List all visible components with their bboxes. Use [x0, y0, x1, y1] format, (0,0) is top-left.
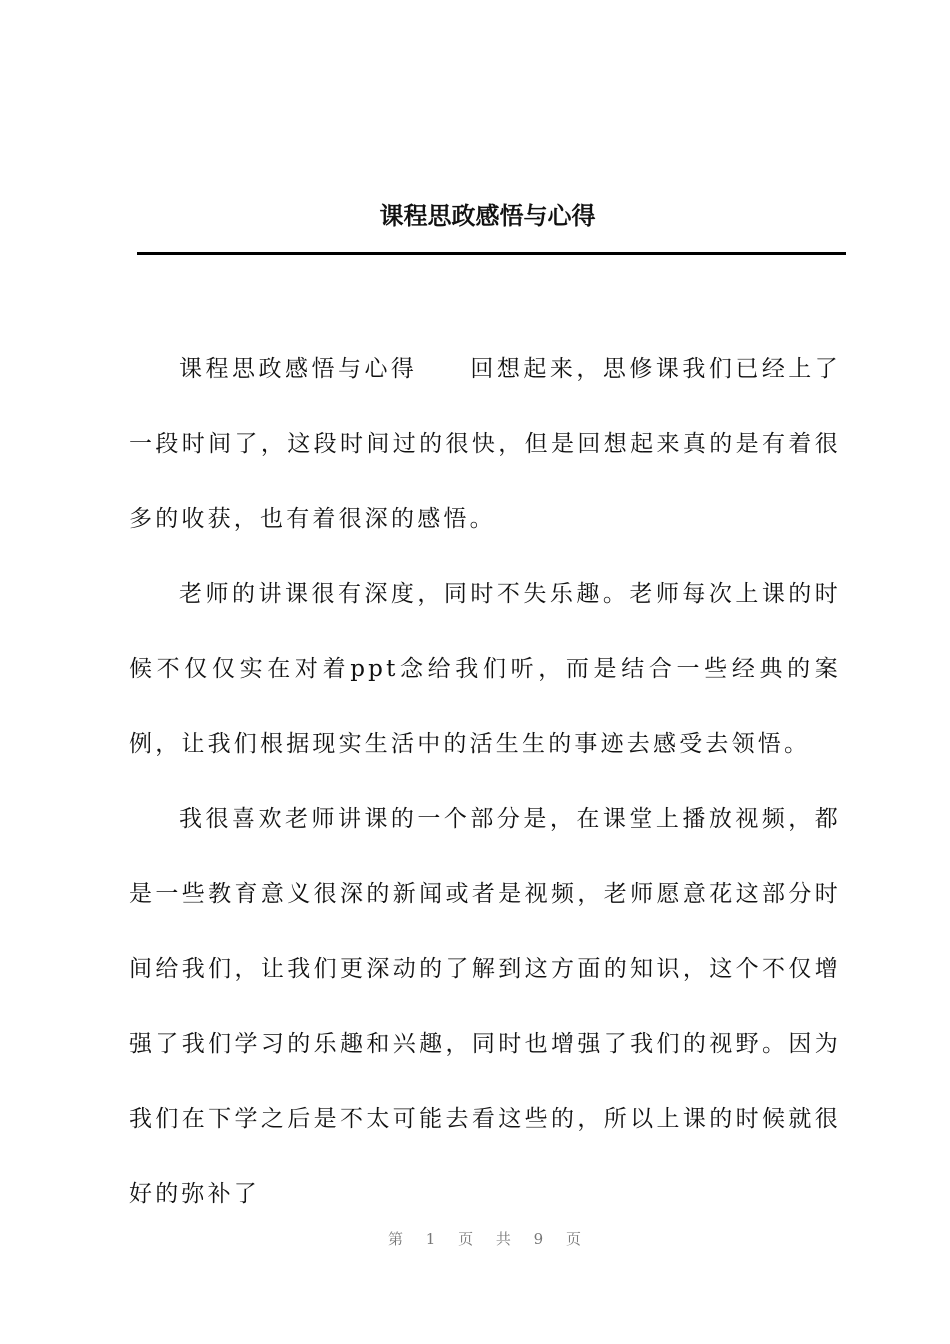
paragraph-1: 课程思政感悟与心得 回想起来，思修课我们已经上了一段时间了，这段时间过的很快，但是回想起来真的是有着很多的收获，也有着很深的感悟。	[129, 356, 841, 532]
page-footer: 第 1 页 共 9 页	[388, 1230, 587, 1248]
title-divider	[137, 252, 846, 255]
paragraph-3: 我很喜欢老师讲课的一个部分是，在课堂上播放视频，都是一些教育意义很深的新闻或者是视频，老师愿意花这部分时间给我们，让我们更深动的了解到这方面的知识，这个不仅增强了我们学习的乐趣和兴趣，同时也增强了我们的视野。因为我们在下学之后是不太可能去看这些的，所以上课的时候就很好的弥补了	[129, 806, 841, 1207]
document-title: 课程思政感悟与心得	[379, 202, 596, 230]
document-body	[129, 332, 841, 1232]
paragraph-2: 老师的讲课很有深度，同时不失乐趣。老师每次上课的时候不仅仅实在对着ppt念给我们听，而是结合一些经典的案例，让我们根据现实生活中的活生生的事迹去感受去领悟。	[129, 581, 841, 757]
